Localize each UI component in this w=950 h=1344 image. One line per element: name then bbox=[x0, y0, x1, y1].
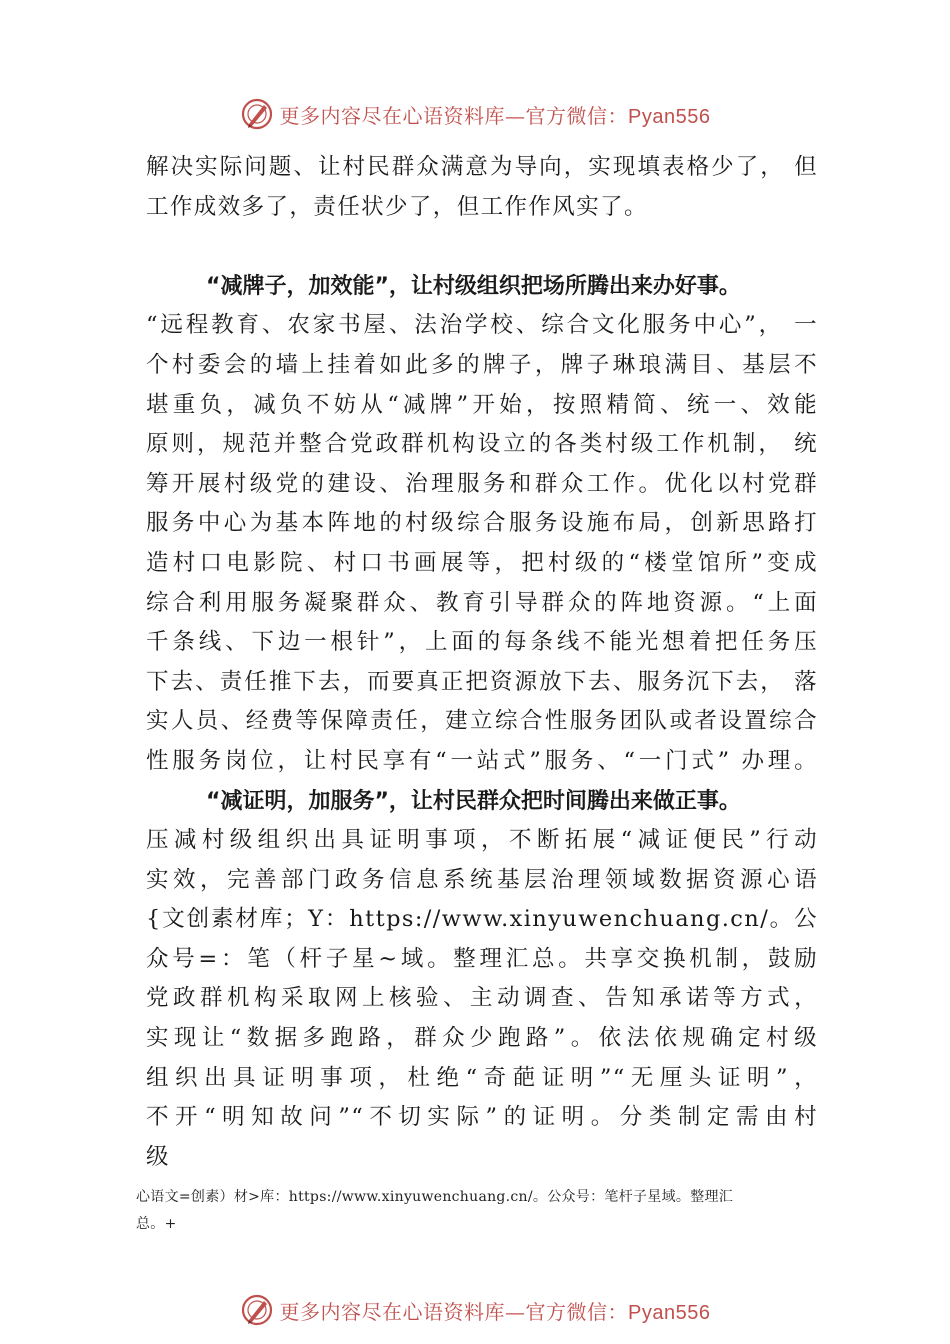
body-line: 众号=：笔（杆子星~域。整理汇总。共享交换机制，鼓励 bbox=[146, 945, 818, 972]
banner-separator: — bbox=[505, 1299, 526, 1324]
body-line: 工作成效多了，责任状少了，但工作作风实了。 bbox=[146, 193, 648, 220]
body-line: 服务中心为基本阵地的村级综合服务设施布局，创新思路打 bbox=[146, 510, 818, 537]
header-banner bbox=[0, 94, 950, 134]
footnote-line: 总。+ bbox=[136, 1216, 177, 1232]
body-line: 堪重负，减负不妨从“减牌”开始，按照精简、统一、效能 bbox=[146, 391, 818, 418]
banner-title: 更多内容尽在心语资料库 bbox=[279, 1299, 506, 1324]
section-heading: “减证明，加服务”，让村民群众把时间腾出来做正事。 bbox=[206, 788, 741, 814]
body-line: 原则，规范并整合党政群机构设立的各类村级工作机制， 统 bbox=[146, 431, 818, 458]
document-body bbox=[146, 148, 818, 1177]
banner-wechat-label: 官方微信： bbox=[525, 103, 629, 128]
body-line: 千条线、下边一根针”，上面的每条线不能光想着把任务压 bbox=[146, 629, 818, 656]
banner-wechat-id: Pyan556 bbox=[628, 105, 711, 128]
banner-separator: — bbox=[505, 103, 526, 128]
body-line: {文创素材库；Y：https://www.xinyuwenchuang.cn/。公 bbox=[146, 906, 818, 933]
body-line: “远程教育、农家书屋、法治学校、综合文化服务中心”， 一 bbox=[146, 312, 818, 339]
body-line: 不开“明知故问”“不切实际”的证明。分类制定需由村 bbox=[146, 1104, 818, 1131]
body-line: 解决实际问题、让村民群众满意为导向，实现填表格少了， 但 bbox=[146, 154, 818, 180]
body-line: 实效，完善部门政务信息系统基层治理领域数据资源心语 bbox=[146, 866, 818, 893]
blank-line bbox=[146, 227, 818, 267]
body-line: 实人员、经费等保障责任，建立综合性服务团队或者设置综合 bbox=[146, 708, 818, 735]
body-line: 级 bbox=[146, 1143, 170, 1170]
footnote-line: 心语文=创素）材>库：https://www.xinyuwenchuang.cn/。公众号：笔杆子星域。整理汇 bbox=[136, 1189, 734, 1205]
body-line: 实现让“数据多跑路，群众少跑路”。依法依规确定村级 bbox=[146, 1025, 818, 1052]
pen-logo-icon bbox=[240, 97, 274, 131]
body-line: 性服务岗位，让村民享有“一站式”服务、“一门式” 办理。 bbox=[146, 747, 818, 774]
banner-title: 更多内容尽在心语资料库 bbox=[279, 103, 506, 128]
body-line: 下去、责任推下去，而要真正把资源放下去、服务沉下去， 落 bbox=[146, 668, 818, 695]
section-heading: “减牌子，加效能”，让村级组织把场所腾出来办好事。 bbox=[206, 273, 741, 299]
body-line: 综合利用服务凝聚群众、教育引导群众的阵地资源。“上面 bbox=[146, 589, 818, 616]
footer-banner bbox=[0, 1290, 950, 1330]
body-line: 造村口电影院、村口书画展等，把村级的“楼堂馆所”变成 bbox=[146, 549, 819, 576]
body-line: 压减村级组织出具证明事项，不断拓展“减证便民”行动 bbox=[146, 827, 818, 854]
body-line: 组织出具证明事项，杜绝“奇葩证明”“无厘头证明”， bbox=[146, 1064, 818, 1091]
banner-wechat-label: 官方微信： bbox=[525, 1299, 629, 1324]
body-line: 党政群机构采取网上核验、主动调查、告知承诺等方式， bbox=[146, 985, 818, 1012]
body-line: 筹开展村级党的建设、治理服务和群众工作。优化以村党群 bbox=[146, 470, 818, 497]
banner-text bbox=[280, 1296, 711, 1325]
pen-logo-icon bbox=[240, 1293, 274, 1327]
body-line: 个村委会的墙上挂着如此多的牌子，牌子琳琅满目、基层不 bbox=[146, 351, 818, 378]
banner-text bbox=[280, 100, 711, 129]
footnote bbox=[136, 1184, 836, 1238]
banner-wechat-id: Pyan556 bbox=[628, 1301, 711, 1324]
